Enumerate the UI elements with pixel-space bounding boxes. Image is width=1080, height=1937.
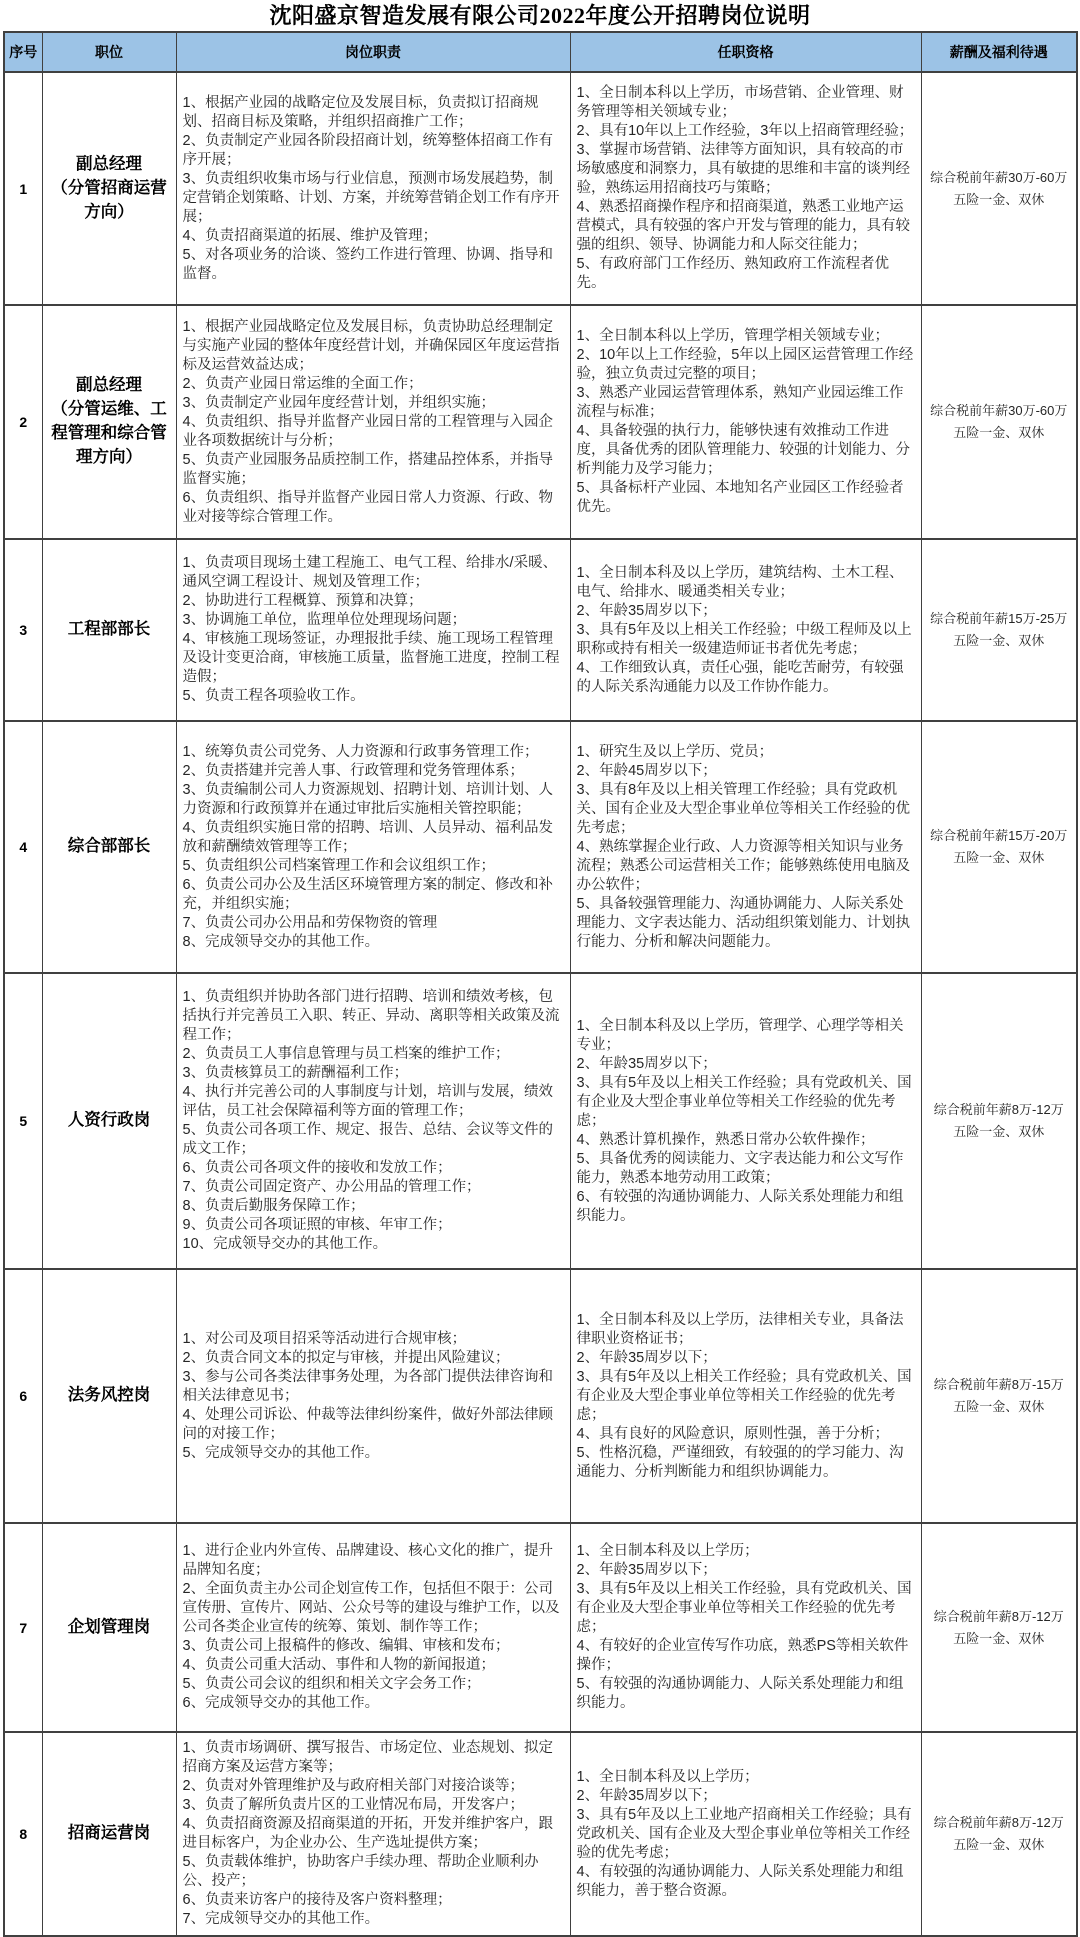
salary-cell [921, 721, 1077, 973]
qualification-item: 3、具有5年及以上相关工作经验；中级工程师及以上职称或持有相关一级建造师证书者优先考虑； [576, 621, 912, 657]
qualification-item: 1、全日制本科及以上学历； [576, 1543, 759, 1560]
salary-line: 五险一金、双休 [953, 191, 1045, 207]
duty-item: 1、根据产业园的战略定位及发展目标，负责拟订招商规划、招商目标及策略，并组织招商推广工作； [182, 94, 539, 130]
column-header: 薪酬及福利待遇 [921, 32, 1077, 72]
salary-cell [921, 539, 1077, 721]
qualification-item: 2、年龄45周岁以下； [576, 762, 717, 779]
table-body [4, 72, 1077, 1936]
qualification-item: 5、具备标杆产业园、本地知名产业园区工作经验者优先。 [576, 480, 904, 516]
salary-cell [921, 1732, 1077, 1936]
duty-item: 2、负责搭建并完善人事、行政管理和党务管理体系； [182, 762, 525, 779]
qualification-item: 1、全日制本科以上学历，管理学相关领域专业； [576, 328, 890, 345]
salary-line: 综合税前年薪30万-60万 [930, 403, 1068, 419]
position-line: 人资行政岗 [67, 1111, 151, 1130]
row-number-cell: 3 [4, 539, 42, 721]
qualification-item: 5、具备优秀的阅读能力、文字表达能力和公文写作能力，熟悉本地劳动用工政策； [576, 1150, 904, 1186]
position-cell [42, 305, 176, 539]
qualification-item: 1、全日制本科以上学历，市场营销、企业管理、财务管理等相关领域专业； [576, 85, 904, 121]
duty-item: 1、进行企业内外宣传、品牌建设、核心文化的推广，提升品牌知名度； [182, 1543, 554, 1579]
duty-item: 4、负责招商渠道的拓展、维护及管理； [182, 227, 438, 244]
duties-cell [176, 305, 570, 539]
duty-item: 5、完成领导交办的其他工作。 [182, 1444, 380, 1461]
qualification-item: 5、具备较强管理能力、沟通协调能力、人际关系处理能力、文字表达能力、活动组织策划能力、计划执行能力、分析和解决问题能力。 [576, 895, 910, 950]
duty-item: 6、负责来访客户的接待及客户资料整理； [182, 1892, 452, 1909]
duty-item: 8、负责后勤服务保障工作； [182, 1198, 365, 1215]
column-header: 序号 [4, 32, 42, 72]
qualification-item: 4、熟练掌握企业行政、人力资源等相关知识与业务流程；熟悉公司运营相关工作；能够熟练使用电脑及办公软件； [576, 838, 910, 893]
duty-item: 6、负责公司各项文件的接收和发放工作； [182, 1160, 452, 1177]
duties-cell [176, 1269, 570, 1523]
duty-item: 6、完成领导交办的其他工作。 [182, 1695, 380, 1712]
position-cell [42, 1269, 176, 1523]
qualification-item: 1、全日制本科及以上学历，建筑结构、土木工程、电气、给排水、暖通类相关专业； [576, 564, 904, 600]
duty-item: 3、负责公司上报稿件的修改、编辑、审核和发布； [182, 1638, 510, 1655]
duty-item: 2、全面负责主办公司企划宣传工作，包括但不限于：公司宣传册、宣传片、网站、公众号等的建设与维护工作，以及公司各类企业宣传的统筹、策划、制作等工作； [182, 1581, 560, 1636]
qualification-item: 1、全日制本科及以上学历； [576, 1768, 759, 1785]
duty-item: 7、负责公司办公用品和劳保物资的管理 [182, 914, 438, 931]
qualification-item: 4、工作细致认真，责任心强，能吃苦耐劳，有较强的人际关系沟通能力以及工作协作能力。 [576, 659, 904, 695]
table-row [4, 1523, 1077, 1732]
position-line: 招商运营岗 [67, 1824, 151, 1843]
qualification-item: 3、具有8年及以上相关管理工作经验；具有党政机关、国有企业及大型企事业单位等相关工作经验的优先考虑； [576, 781, 910, 836]
duty-item: 4、负责公司重大活动、事件和人物的新闻报道； [182, 1657, 496, 1674]
table-row [4, 1269, 1077, 1523]
salary-cell [921, 72, 1077, 305]
table-row [4, 539, 1077, 721]
salary-line: 综合税前年薪8万-12万 [933, 1102, 1064, 1118]
salary-line: 五险一金、双休 [953, 850, 1045, 866]
duty-item: 5、负责公司各项工作、规定、报告、总结、会议等文件的成文工作； [182, 1122, 554, 1158]
qualification-item: 2、年龄35周岁以下； [576, 1349, 717, 1366]
qualification-item: 3、具有5年及以上相关工作经验；具有党政机关、国有企业及大型企事业单位等相关工作经验的优先考虑； [576, 1368, 912, 1423]
qualification-item: 3、掌握市场营销、法律等方面知识，具有较高的市场敏感度和洞察力，具有敏捷的思维和丰富的谈判经验，熟练运用招商技巧与策略； [576, 142, 910, 197]
qualification-item: 6、有较强的沟通协调能力、人际关系处理能力和组织能力。 [576, 1188, 904, 1224]
qualification-item: 3、具有5年及以上工业地产招商相关工作经验；具有党政机关、国有企业及大型企事业单位等相关工作经验的优先考虑； [576, 1806, 912, 1861]
duty-item: 1、根据产业园战略定位及发展目标，负责协助总经理制定与实施产业园的整体年度经营计划，并确保园区年度运营指标及运营效益达成； [182, 318, 560, 373]
duty-item: 1、统筹负责公司党务、人力资源和行政事务管理工作； [182, 743, 539, 760]
duty-item: 2、负责对外管理维护及与政府相关部门对接洽谈等； [182, 1778, 525, 1795]
position-cell [42, 721, 176, 973]
qualification-item: 4、有较强的沟通协调能力、人际关系处理能力和组织能力，善于整合资源。 [576, 1863, 904, 1899]
duty-item: 4、执行并完善公司的人事制度与计划，培训与发展，绩效评估，员工社会保障福利等方面的管理工作； [182, 1084, 554, 1120]
duty-item: 2、负责员工人事信息管理与员工档案的维护工作； [182, 1046, 510, 1063]
qualification-item: 2、10年以上工作经验，5年以上园区运营管理工作经验，独立负责过完整的项目； [576, 347, 914, 383]
qualification-item: 4、熟悉计算机操作，熟悉日常办公软件操作； [576, 1131, 875, 1148]
salary-line: 综合税前年薪15万-20万 [930, 828, 1068, 844]
duties-cell [176, 1732, 570, 1936]
row-number-cell: 8 [4, 1732, 42, 1936]
duty-item: 2、协助进行工程概算、预算和决算； [182, 593, 423, 610]
qualifications-cell [570, 721, 921, 973]
salary-cell [921, 305, 1077, 539]
salary-line: 综合税前年薪8万-12万 [933, 1608, 1064, 1624]
qualifications-cell [570, 1269, 921, 1523]
qualification-item: 1、研究生及以上学历、党员； [576, 743, 774, 760]
duty-item: 4、负责组织、指导并监督产业园日常的工程管理与入园企业各项数据统计与分析； [182, 413, 554, 449]
duty-item: 5、负责组织公司档案管理工作和会议组织工作； [182, 857, 496, 874]
header-row [4, 32, 1077, 72]
position-cell [42, 1732, 176, 1936]
duty-item: 3、负责制定产业园年度经营计划，并组织实施； [182, 394, 496, 411]
duty-item: 1、负责市场调研、撰写报告、市场定位、业态规划、拟定招商方案及运营方案等； [182, 1740, 554, 1776]
duties-cell [176, 1523, 570, 1732]
duty-item: 5、负责工程各项验收工作。 [182, 688, 365, 705]
salary-line: 五险一金、双休 [953, 1630, 1045, 1646]
salary-cell [921, 1269, 1077, 1523]
qualification-item: 5、有较强的沟通协调能力、人际关系处理能力和组织能力。 [576, 1676, 904, 1712]
duty-item: 8、完成领导交办的其他工作。 [182, 933, 380, 950]
qualification-item: 4、具备较强的执行力，能够快速有效推动工作进度，具备优秀的团队管理能力、较强的计划能力、分析判能力及学习能力； [576, 423, 910, 478]
qualification-item: 5、有政府部门工作经历、熟知政府工作流程者优先。 [576, 256, 890, 292]
qualification-item: 2、具有10年以上工作经验，3年以上招商管理经验； [576, 123, 914, 140]
position-line: 副总经理 [76, 154, 142, 173]
row-number-cell: 2 [4, 305, 42, 539]
qualifications-cell [570, 305, 921, 539]
position-line: 副总经理 [76, 376, 142, 395]
duty-item: 2、负责合同文本的拟定与审核，并提出风险建议； [182, 1349, 510, 1366]
salary-line: 综合税前年薪15万-25万 [930, 611, 1068, 627]
row-number-cell: 5 [4, 973, 42, 1269]
duty-item: 4、审核施工现场签证，办理报批手续、施工现场工程管理及设计变更洽商，审核施工质量，监督施工进度，控制工程造假； [182, 631, 560, 686]
position-line: （分管运维、工程管理和综合管理方向） [51, 400, 167, 467]
qualification-item: 5、性格沉稳，严谨细致，有较强的的学习能力、沟通能力、分析判断能力和组织协调能力。 [576, 1444, 904, 1480]
duty-item: 3、负责编制公司人力资源规划、招聘计划、培训计划、人力资源和行政预算并在通过审批后实施相关管控职能； [182, 781, 554, 817]
duty-item: 10、完成领导交办的其他工作。 [182, 1236, 388, 1253]
salary-line: 五险一金、双休 [953, 1399, 1045, 1415]
table-row [4, 721, 1077, 973]
duties-cell [176, 721, 570, 973]
position-line: 工程部部长 [67, 620, 151, 639]
qualification-item: 2、年龄35周岁以下； [576, 1787, 717, 1804]
salary-line: 五险一金、双休 [953, 1837, 1045, 1853]
column-header: 任职资格 [570, 32, 921, 72]
table-row [4, 305, 1077, 539]
duty-item: 5、负责产业园服务品质控制工作，搭建品控体系，并指导监督实施； [182, 451, 554, 487]
column-header: 职位 [42, 32, 176, 72]
position-cell [42, 539, 176, 721]
salary-cell [921, 1523, 1077, 1732]
duty-item: 7、负责公司固定资产、办公用品的管理工作； [182, 1179, 481, 1196]
qualification-item: 1、全日制本科及以上学历，法律相关专业，具备法律职业资格证书； [576, 1311, 904, 1347]
position-cell [42, 973, 176, 1269]
position-line: 企划管理岗 [67, 1617, 151, 1636]
salary-line: 五险一金、双休 [953, 1124, 1045, 1140]
duty-item: 4、负责招商资源及招商渠道的开拓，开发并维护客户，跟进目标客户，为企业办公、生产选址提供方案； [182, 1816, 554, 1852]
duty-item: 5、负责公司会议的组织和相关文字会务工作； [182, 1676, 481, 1693]
qualification-item: 4、具有良好的风险意识，原则性强，善于分析； [576, 1425, 890, 1442]
position-cell [42, 72, 176, 305]
table-row [4, 1732, 1077, 1936]
qualification-item: 2、年龄35周岁以下； [576, 602, 717, 619]
qualification-item: 1、全日制本科及以上学历，管理学、心理学等相关专业； [576, 1017, 904, 1053]
duty-item: 9、负责公司各项证照的审核、年审工作； [182, 1217, 452, 1234]
qualification-item: 3、熟悉产业园运营管理体系，熟知产业园运维工作流程与标准； [576, 385, 904, 421]
position-line: 法务风控岗 [67, 1386, 151, 1405]
salary-line: 综合税前年薪8万-12万 [933, 1815, 1064, 1831]
duties-cell [176, 973, 570, 1269]
duty-item: 2、负责制定产业园各阶段招商计划，统筹整体招商工作有序开展； [182, 132, 554, 168]
salary-cell [921, 973, 1077, 1269]
duty-item: 6、负责公司办公及生活区环境管理方案的制定、修改和补充，并组织实施； [182, 876, 554, 912]
duty-item: 1、负责组织并协助各部门进行招聘、培训和绩效考核，包括执行并完善员工入职、转正、异动、离职等相关政策及流程工作； [182, 989, 560, 1044]
qualification-item: 4、有较好的企业宣传写作功底，熟悉PS等相关软件操作； [576, 1638, 909, 1674]
qualification-item: 2、年龄35周岁以下； [576, 1562, 717, 1579]
qualification-item: 3、具有5年及以上相关工作经验；具有党政机关、国有企业及大型企事业单位等相关工作经验的优先考虑； [576, 1074, 912, 1129]
duties-cell [176, 539, 570, 721]
duty-item: 3、参与公司各类法律事务处理，为各部门提供法律咨询和相关法律意见书； [182, 1368, 554, 1404]
qualifications-cell [570, 973, 921, 1269]
row-number-cell: 1 [4, 72, 42, 305]
duty-item: 2、负责产业园日常运维的全面工作； [182, 375, 423, 392]
salary-line: 五险一金、双休 [953, 425, 1045, 441]
qualifications-cell [570, 72, 921, 305]
row-number-cell: 6 [4, 1269, 42, 1523]
column-header: 岗位职责 [176, 32, 570, 72]
qualification-item: 3、具有5年及以上相关工作经验，具有党政机关、国有企业及大型企事业单位等相关工作经验的优先考虑； [576, 1581, 912, 1636]
duty-item: 4、处理公司诉讼、仲裁等法律纠纷案件，做好外部法律顾问的对接工作； [182, 1406, 554, 1442]
duty-item: 4、负责组织实施日常的招聘、培训、人员异动、福利品发放和薪酬绩效管理等工作； [182, 819, 554, 855]
duty-item: 5、对各项业务的洽谈、签约工作进行管理、协调、指导和监督。 [182, 246, 554, 282]
salary-line: 综合税前年薪8万-15万 [933, 1377, 1064, 1393]
page-title: 沈阳盛京智造发展有限公司2022年度公开招聘岗位说明 [269, 3, 811, 28]
position-line: （分管招商运营方向） [51, 178, 167, 221]
qualifications-cell [570, 539, 921, 721]
qualifications-cell [570, 1523, 921, 1732]
duty-item: 1、对公司及项目招采等活动进行合规审核； [182, 1330, 467, 1347]
recruitment-table [3, 31, 1078, 1937]
table-row [4, 973, 1077, 1269]
position-line: 综合部部长 [67, 837, 151, 856]
qualification-item: 2、年龄35周岁以下； [576, 1055, 717, 1072]
duty-item: 3、负责组织收集市场与行业信息，预测市场发展趋势，制定营销企划策略、计划、方案，并统筹营销企划工作有序开展； [182, 170, 560, 225]
duty-item: 3、负责核算员工的薪酬福利工作； [182, 1065, 409, 1082]
duty-item: 7、完成领导交办的其他工作。 [182, 1911, 380, 1928]
salary-line: 五险一金、双休 [953, 633, 1045, 649]
row-number-cell: 4 [4, 721, 42, 973]
duties-cell [176, 72, 570, 305]
table-header [4, 32, 1077, 72]
duty-item: 3、负责了解所负责片区的工业情况布局，开发客户； [182, 1797, 525, 1814]
salary-line: 综合税前年薪30万-60万 [930, 169, 1068, 185]
qualification-item: 4、熟悉招商操作程序和招商渠道，熟悉工业地产运营模式，具有较强的客户开发与管理的能力，具有较强的组织、领导、协调能力和人际交往能力； [576, 199, 910, 254]
duty-item: 6、负责组织、指导并监督产业园日常人力资源、行政、物业对接等综合管理工作。 [182, 489, 554, 525]
position-cell [42, 1523, 176, 1732]
duty-item: 3、协调施工单位，监理单位处理现场问题； [182, 612, 467, 629]
row-number-cell: 7 [4, 1523, 42, 1732]
duty-item: 5、负责载体维护，协助客户手续办理、帮助企业顺利办公、投产； [182, 1854, 539, 1890]
qualifications-cell [570, 1732, 921, 1936]
table-row [4, 72, 1077, 305]
duty-item: 1、负责项目现场土建工程施工、电气工程、给排水/采暖、通风空调工程设计、规划及管理工作； [182, 555, 558, 591]
